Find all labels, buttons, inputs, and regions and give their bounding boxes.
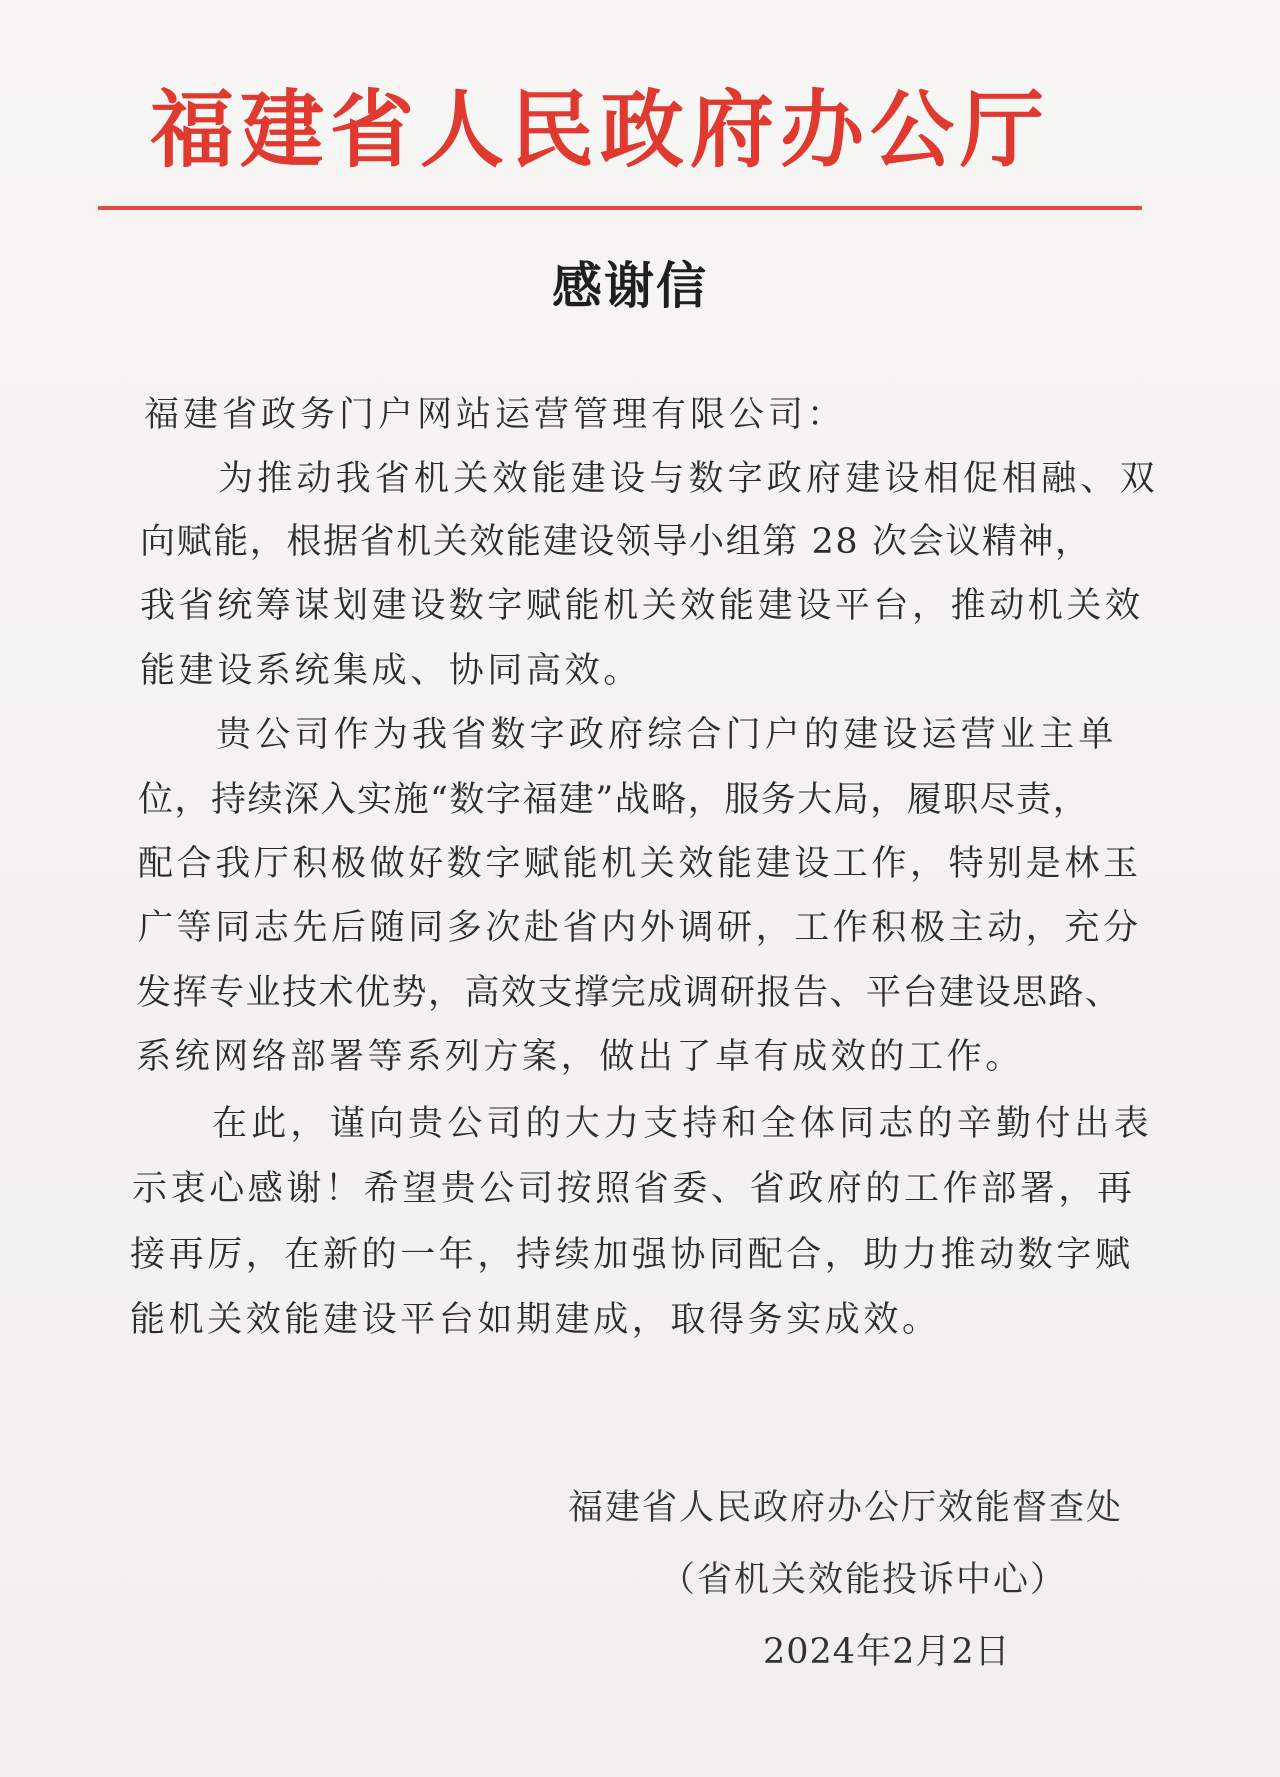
paragraph-1-line-4: 能建设系统集成、协同高效。: [140, 651, 642, 691]
letterhead-red-rule: [98, 206, 1142, 210]
signature-center: （省机关效能投诉中心）: [660, 1560, 1068, 1600]
signature-date: 2024年2月2日: [763, 1632, 1011, 1672]
paragraph-3-line-1: 在此，谨向贵公司的大力支持和全体同志的辛勤付出表: [212, 1104, 1153, 1144]
paragraph-2-line-2: 位，持续深入实施“数字福建”战略，服务大局，履职尽责，: [138, 780, 1090, 820]
paragraph-2-line-1: 贵公司作为我省数字政府综合门户的建设运营业主单: [216, 715, 1118, 755]
paragraph-1-line-2: 向赋能，根据省机关效能建设领导小组第 28 次会议精神，: [140, 522, 1092, 562]
paragraph-2-line-6: 系统网络部署等系列方案，做出了卓有成效的工作。: [136, 1037, 1024, 1077]
paragraph-2-line-5: 发挥专业技术优势，高效支撑完成调研报告、平台建设思路、: [136, 973, 1122, 1013]
letterhead-issuer: 福建省人民政府办公厅: [150, 80, 1051, 179]
document-title: 感谢信: [552, 257, 708, 315]
paragraph-3-line-3: 接再厉，在新的一年，持续加强协同配合，助力推动数字赋: [130, 1235, 1134, 1275]
salutation: 福建省政务门户网站运营管理有限公司：: [144, 395, 847, 435]
paragraph-1-line-3: 我省统筹谋划建设数字赋能机关效能建设平台，推动机关效: [140, 586, 1144, 626]
paragraph-2-line-3: 配合我厅积极做好数字赋能机关效能建设工作，特别是林玉: [138, 844, 1142, 884]
paragraph-3-line-2: 示衷心感谢！希望贵公司按照省委、省政府的工作部署，再: [132, 1169, 1136, 1209]
paragraph-2-line-4: 广等同志先后随同多次赴省内外调研，工作积极主动，充分: [138, 908, 1142, 948]
paragraph-1-line-1: 为推动我省机关效能建设与数字政府建设相促相融、双: [218, 459, 1159, 499]
signature-department: 福建省人民政府办公厅效能督查处: [568, 1488, 1124, 1528]
paragraph-3-line-4: 能机关效能建设平台如期建成，取得务实成效。: [130, 1300, 941, 1340]
